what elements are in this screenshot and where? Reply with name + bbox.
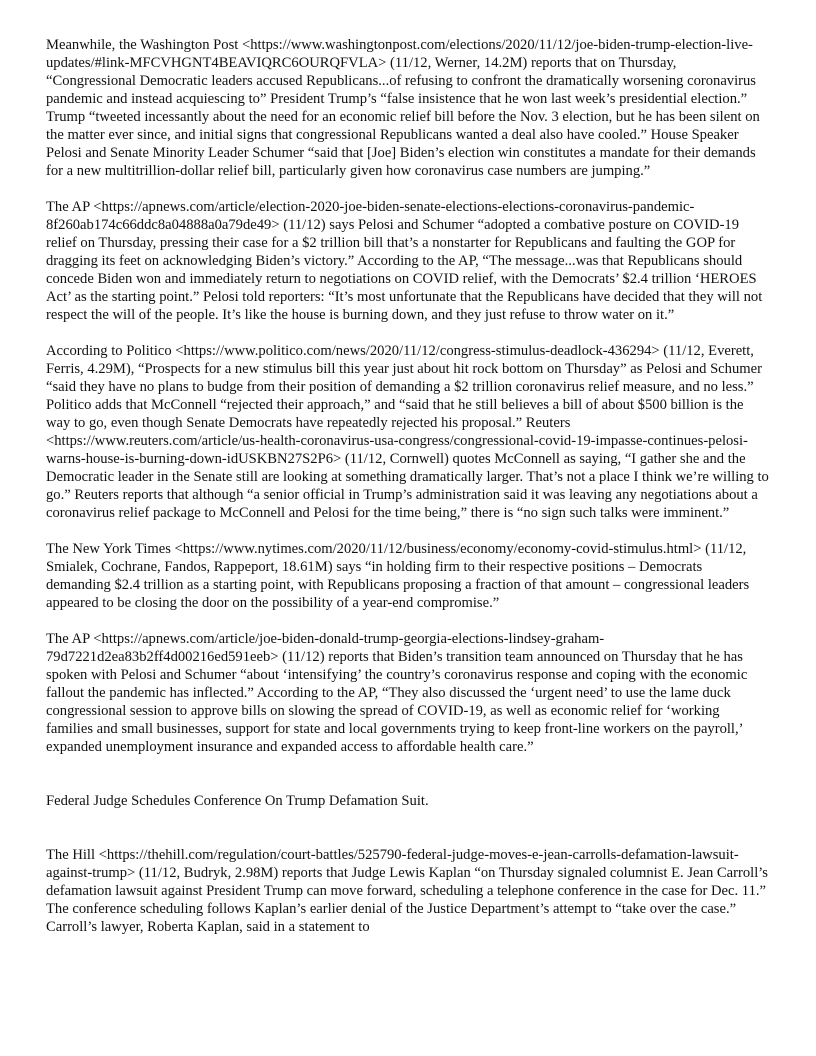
- paragraph-the-hill: The Hill <https://thehill.com/regulation/court-battles/525790-federal-judge-moves-e-jean-carrolls-defamation-lawsuit-against-trump> (11/12, Budryk, 2.98M) reports that Judge Lewis Kaplan “on Thursday signaled columnist E. Jean Carroll’s defamation lawsuit against President Trump can move forward, scheduling a telephone conference in the case for Dec. 11.” The conference scheduling follows Kaplan’s earlier denial of the Justice Department’s attempt to “take over the case.” Carroll’s lawyer, Roberta Kaplan, said in a statement to: [46, 847, 768, 935]
- paragraph-ap-biden-transition: The AP <https://apnews.com/article/joe-biden-donald-trump-georgia-elections-lindsey-graham-79d7221d2ea83b2ff4d00216ed591eeb> (11/12) reports that Biden’s transition team announced on Thursday that he has spoken with Pelosi and Schumer “about ‘intensifying’ the country’s coronavirus response and coping with the economic fallout the pandemic has inflected.” According to the AP, “They also discussed the ‘urgent need’ to use the lame duck congressional session to approve bills on slowing the spread of COVID-19, as well as economic relief for ‘working families and small businesses, support for state and local governments trying to keep front-line workers on the payroll,’ expanded unemployment insurance and expanded access to affordable health care.”: [46, 631, 748, 755]
- section-heading: Federal Judge Schedules Conference On Trump Defamation Suit.: [46, 793, 429, 809]
- paragraph-new-york-times: The New York Times <https://www.nytimes.com/2020/11/12/business/economy/economy-covid-stimulus.html> (11/12, Smialek, Cochrane, Fandos, Rappeport, 18.61M) says “in holding firm to their respective positions – Democrats demanding $2.4 trillion as a starting point, with Republicans proposing a fraction of that amount – congressional leaders appeared to be closing the door on the possibility of a year-end compromise.”: [46, 541, 750, 611]
- paragraph-ap-pelosi-schumer: The AP <https://apnews.com/article/election-2020-joe-biden-senate-elections-elections-coronavirus-pandemic-8f260ab174c66ddc8a04888a0a79de49> (11/12) says Pelosi and Schumer “adopted a combative posture on COVID-19 relief on Thursday, pressing their case for a $2 trillion bill that’s a nonstarter for Republicans and faulting the GOP for dragging its feet on acknowledging Biden’s victory.” According to the AP, “The message...was that Republicans should concede Biden won and immediately return to negotiations on COVID relief, with the Democrats’ $2.4 trillion ‘HEROES Act’ as the starting point.” Pelosi told reporters: “It’s most unfortunate that the Republicans have decided that they will not respect the will of the people. It’s like the house is burning down, and they just refuse to throw water on it.”: [46, 199, 763, 323]
- paragraph-politico-reuters: According to Politico <https://www.politico.com/news/2020/11/12/congress-stimulus-deadlock-436294> (11/12, Everett, Ferris, 4.29M), “Prospects for a new stimulus bill this year just about hit rock bottom on Thursday” as Pelosi and Schumer “said they have no plans to budge from their position of demanding a $2 trillion coronavirus relief measure, and no less.” Politico adds that McConnell “rejected their approach,” and “said that he still believes a bill of about $500 billion is the way to go, even though Senate Democrats have repeatedly rejected his proposal.” Reuters <https://www.reuters.com/article/us-health-coronavirus-usa-congress/congressional-covid-19-impasse-continues-pelosi-warns-house-is-burning-down-idUSKBN27S2P6> (11/12, Cornwell) quotes McConnell as saying, “I gather she and the Democratic leader in the Senate still are looking at something dramatically larger. That’s not a place I think we’re willing to go.” Reuters reports that although “a senior official in Trump’s administration said it was leaving any negotiations about a coronavirus relief package to McConnell and Pelosi for the time being,” there is “no sign such talks were imminent.”: [46, 343, 769, 521]
- paragraph-washington-post: Meanwhile, the Washington Post <https://www.washingtonpost.com/elections/2020/11/12/joe-biden-trump-election-live-updates/#link-MFCVHGNT4BEAVIQRC6OURQFVLA> (11/12, Werner, 14.2M) reports that on Thursday, “Congressional Democratic leaders accused Republicans...of refusing to confront the dramatically worsening coronavirus pandemic and instead acquiescing to” President Trump’s “false insistence that he won last week’s presidential election.” Trump “tweeted incessantly about the need for an economic relief bill before the Nov. 3 election, but he has been silent on the matter ever since, and initial signs that congressional Republicans wanted a deal also have cooled.” House Speaker Pelosi and Senate Minority Leader Schumer “said that [Joe] Biden’s election win constitutes a mandate for their demands for a new multitrillion-dollar relief bill, particularly given how coronavirus case numbers are jumping.”: [46, 37, 760, 179]
- document-page: [46, 36, 770, 936]
